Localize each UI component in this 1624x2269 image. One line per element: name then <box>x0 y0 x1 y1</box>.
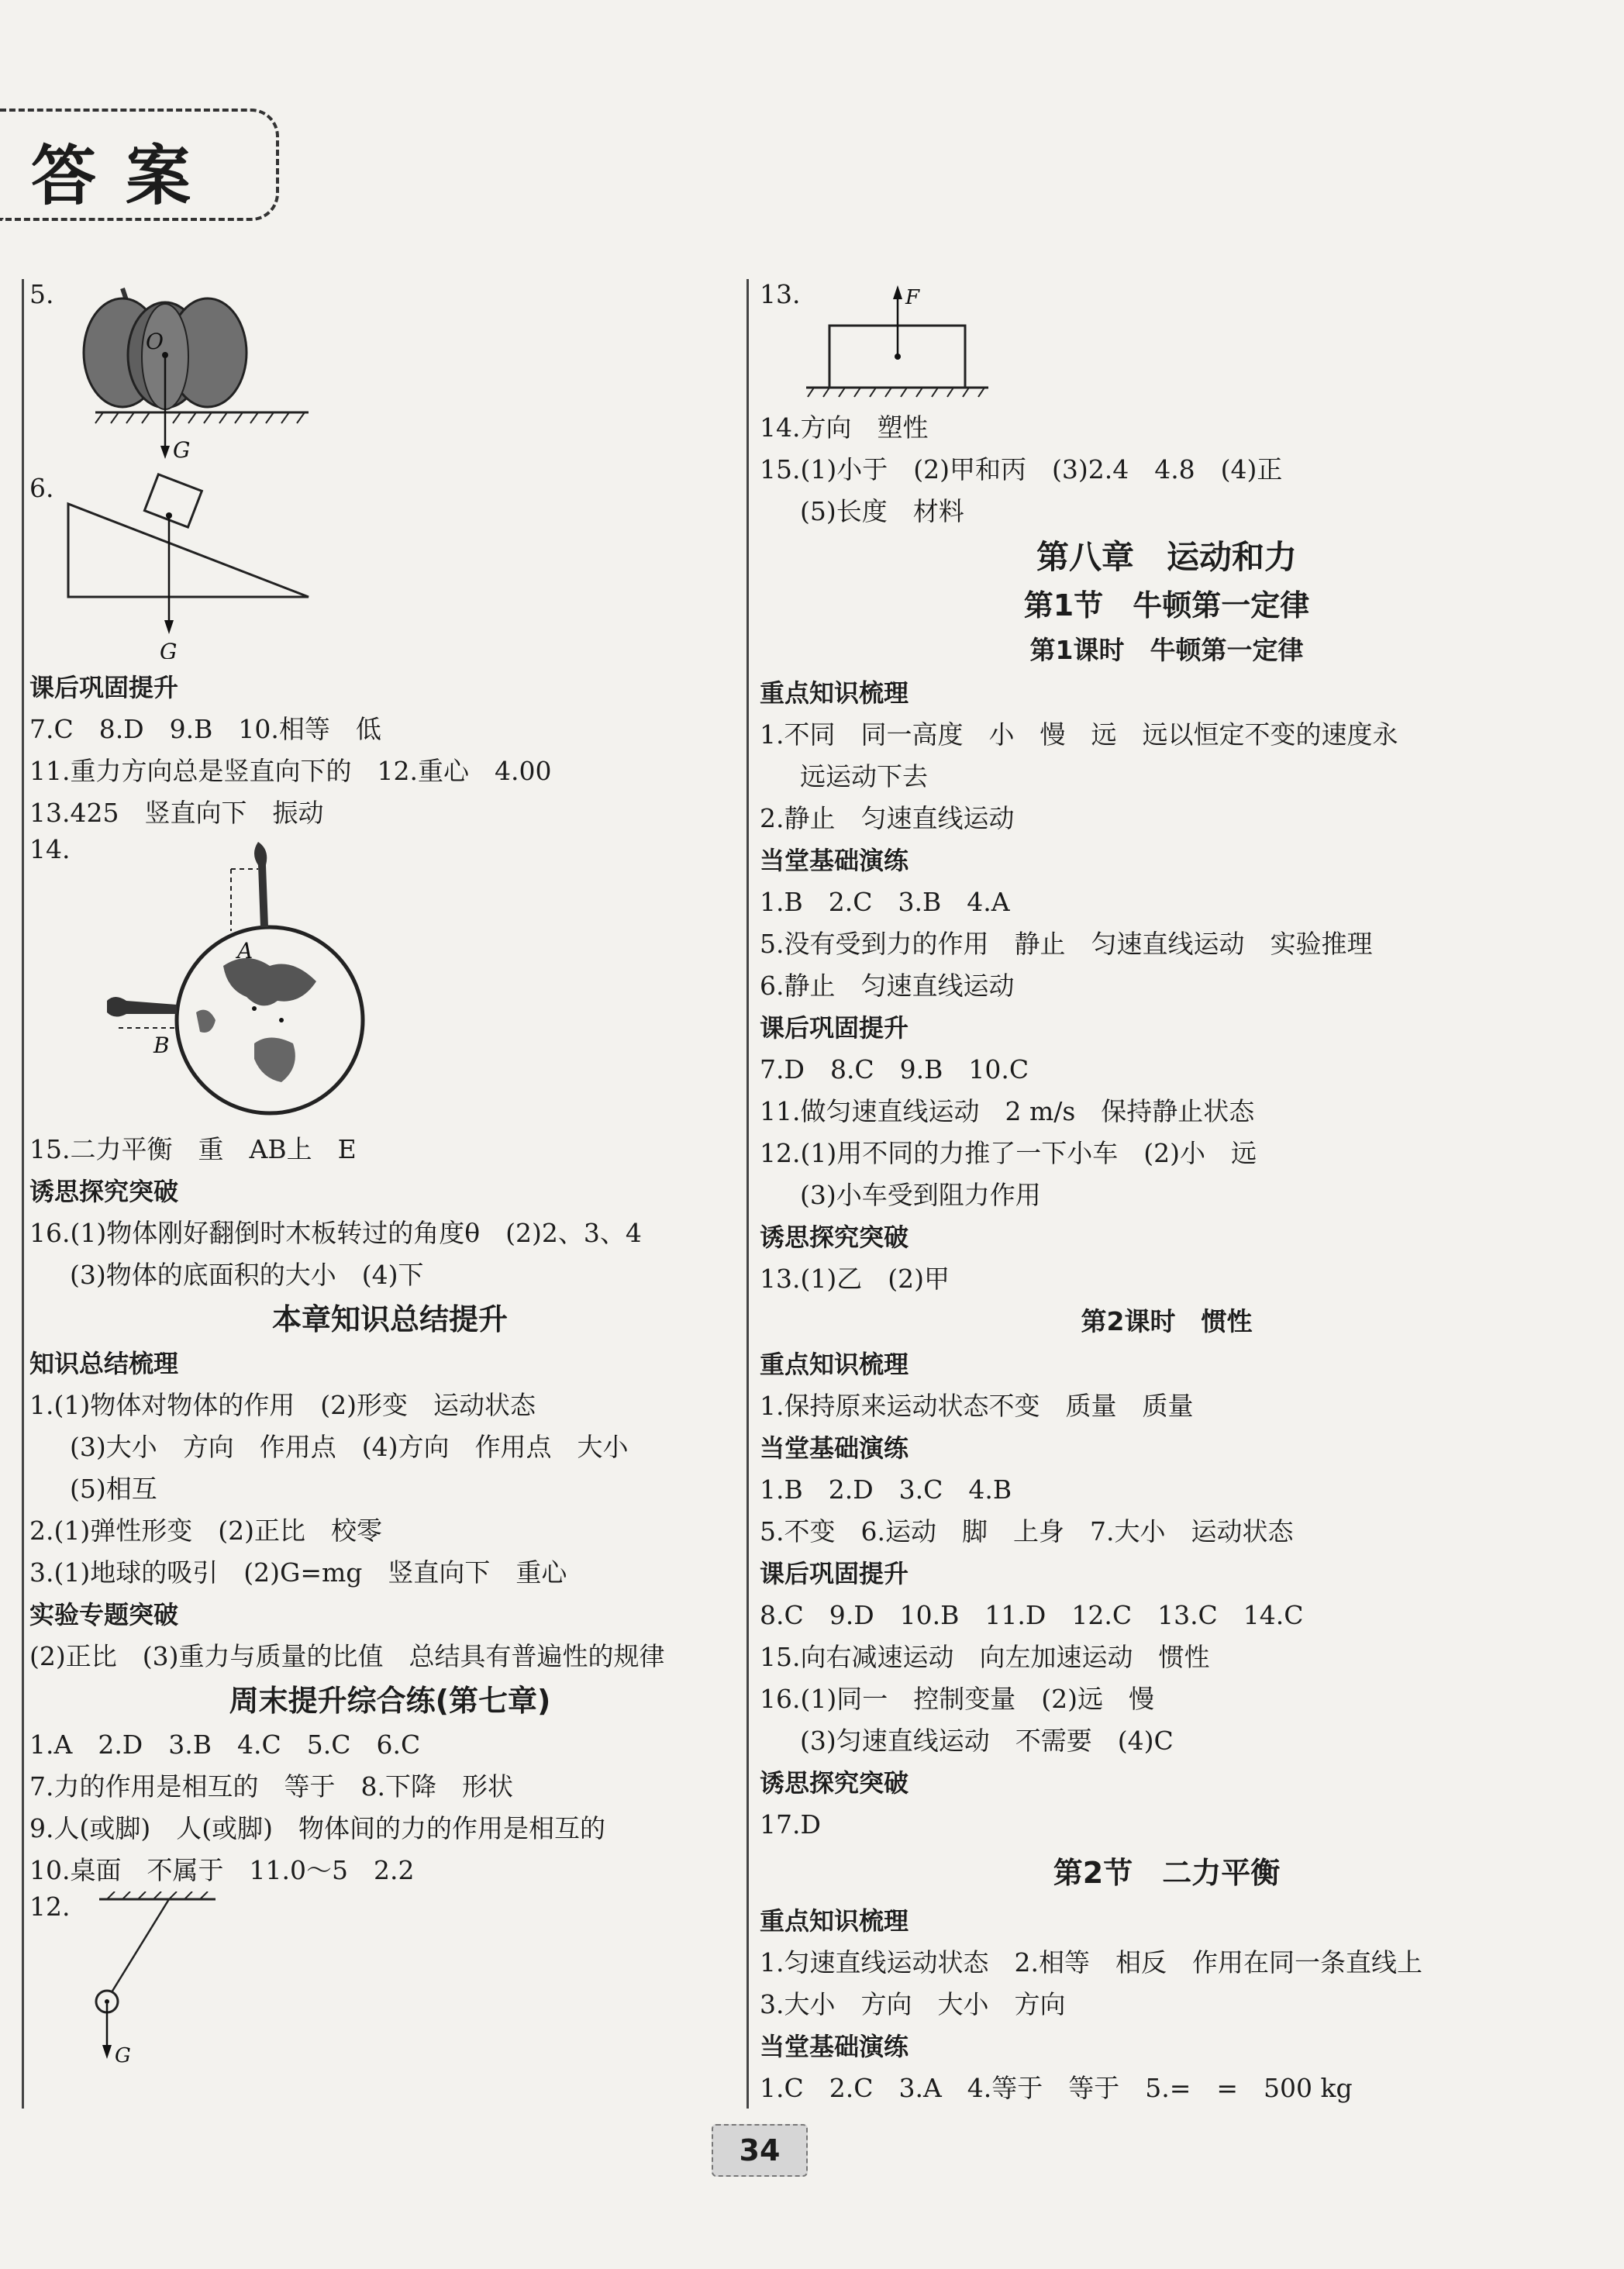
answer-line: 11.重力方向总是竖直向下的 12.重心 4.00 <box>29 756 552 786</box>
question-number: 5. <box>29 279 54 309</box>
right-column <box>760 279 1574 2109</box>
answer-line: 2.(1)弹性形变 (2)正比 校零 <box>29 1516 382 1546</box>
answer-line: 1.B 2.C 3.B 4.A <box>760 887 1010 917</box>
pendulum-gravity-diagram <box>60 1891 293 2070</box>
left-margin-rule <box>22 279 24 2109</box>
section-heading: 实验专题突破 <box>29 1600 179 1629</box>
answer-line: 5.不变 6.运动 脚 上身 7.大小 运动状态 <box>760 1516 1294 1547</box>
chapter-summary-heading: 本章知识总结提升 <box>271 1302 508 1336</box>
answer-line: 7.力的作用是相互的 等于 8.下降 形状 <box>29 1771 513 1802</box>
pumpkin-gravity-diagram <box>60 279 324 465</box>
globe-gravity-diagram <box>60 834 433 1121</box>
section-title: 第2节 二力平衡 <box>1053 1856 1281 1890</box>
answer-line: 5.没有受到力的作用 静止 匀速直线运动 实验推理 <box>760 929 1373 959</box>
svg-text:G: G <box>115 2044 131 2067</box>
answer-line: 15.二力平衡 重 AB上 E <box>29 1134 357 1164</box>
figure-14 <box>29 834 750 1129</box>
answer-line: (3)匀速直线运动 不需要 (4)C <box>800 1726 1174 1756</box>
answer-line: (2)正比 (3)重力与质量的比值 总结具有普遍性的规律 <box>29 1641 665 1671</box>
answer-line: (3)物体的底面积的大小 (4)下 <box>70 1260 424 1290</box>
svg-text:A: A <box>237 938 253 964</box>
answer-line: 13.425 竖直向下 振动 <box>29 798 324 828</box>
answer-line: 15.向右减速运动 向左加速运动 惯性 <box>760 1642 1210 1672</box>
chapter-heading: 第八章 运动和力 <box>1036 538 1297 576</box>
answer-line: 1.保持原来运动状态不变 质量 质量 <box>760 1391 1194 1421</box>
figure-6 <box>29 473 750 667</box>
section-heading: 诱思探究突破 <box>29 1177 179 1206</box>
page-title: 答案 <box>31 138 221 214</box>
answer-line: 1.匀速直线运动状态 2.相等 相反 作用在同一条直线上 <box>760 1947 1422 1978</box>
svg-text:G: G <box>173 437 191 463</box>
block-force-diagram <box>798 279 1031 403</box>
section-heading: 当堂基础演练 <box>760 846 909 875</box>
answer-line: 9.人(或脚) 人(或脚) 物体间的力的作用是相互的 <box>29 1813 605 1843</box>
section-heading: 课后巩固提升 <box>760 1559 909 1588</box>
answer-line: 3.大小 方向 大小 方向 <box>760 1989 1066 2019</box>
incline-gravity-diagram <box>60 473 324 659</box>
svg-text:O: O <box>146 329 164 354</box>
section-heading: 重点知识梳理 <box>760 678 909 708</box>
answer-line: 3.(1)地球的吸引 (2)G=mg 竖直向下 重心 <box>29 1557 567 1588</box>
answer-line: 16.(1)物体刚好翻倒时木板转过的角度θ (2)2、3、4 <box>29 1218 642 1248</box>
question-number: 13. <box>760 279 801 309</box>
section-heading: 诱思探究突破 <box>760 1222 909 1252</box>
answer-line: (3)小车受到阻力作用 <box>800 1180 1041 1210</box>
answer-line: 1.C 2.C 3.A 4.等于 等于 5.= = 500 kg <box>760 2073 1353 2103</box>
section-heading: 课后巩固提升 <box>29 673 179 702</box>
answer-line: (5)长度 材料 <box>800 496 964 526</box>
answer-line: 1.(1)物体对物体的作用 (2)形变 运动状态 <box>29 1390 536 1420</box>
answer-line: 8.C 9.D 10.B 11.D 12.C 13.C 14.C <box>760 1600 1304 1630</box>
section-heading: 重点知识梳理 <box>760 1906 909 1936</box>
answer-line: 6.静止 匀速直线运动 <box>760 971 1015 1001</box>
lesson-title: 第1课时 牛顿第一定律 <box>1029 635 1304 665</box>
figure-13 <box>760 279 1574 407</box>
answer-line: 13.(1)乙 (2)甲 <box>760 1264 950 1294</box>
lesson-title: 第2课时 惯性 <box>1081 1306 1253 1336</box>
svg-text:B: B <box>153 1033 170 1058</box>
answer-line: 15.(1)小于 (2)甲和丙 (3)2.4 4.8 (4)正 <box>760 454 1283 484</box>
answer-line: (3)大小 方向 作用点 (4)方向 作用点 大小 <box>70 1432 629 1462</box>
answer-line: 7.C 8.D 9.B 10.相等 低 <box>29 714 381 744</box>
section-heading: 当堂基础演练 <box>760 1433 909 1463</box>
answer-line: 10.桌面 不属于 11.0～5 2.2 <box>29 1855 415 1885</box>
page-number: 34 <box>712 2124 808 2177</box>
question-number: 14. <box>29 834 71 864</box>
section-heading: 知识总结梳理 <box>29 1349 179 1378</box>
question-number: 6. <box>29 473 54 503</box>
left-column <box>29 279 750 2070</box>
question-number: 12. <box>29 1891 71 1922</box>
answer-line: 17.D <box>760 1809 821 1840</box>
answer-line: 14.方向 塑性 <box>760 412 929 443</box>
figure-5 <box>29 279 750 473</box>
answer-line: 1.B 2.D 3.C 4.B <box>760 1474 1012 1505</box>
answer-line: 7.D 8.C 9.B 10.C <box>760 1054 1029 1084</box>
section-heading: 重点知识梳理 <box>760 1350 909 1379</box>
answer-line: 11.做匀速直线运动 2 m/s 保持静止状态 <box>760 1096 1255 1126</box>
answer-line: (5)相互 <box>70 1474 157 1504</box>
answer-line: 1.A 2.D 3.B 4.C 5.C 6.C <box>29 1729 421 1760</box>
answer-line: 12.(1)用不同的力推了一下小车 (2)小 远 <box>760 1138 1257 1168</box>
answer-line: 远运动下去 <box>800 761 928 791</box>
weekend-practice-heading: 周末提升综合练(第七章) <box>229 1684 551 1718</box>
answer-line: 16.(1)同一 控制变量 (2)远 慢 <box>760 1684 1154 1714</box>
answer-line: 2.静止 匀速直线运动 <box>760 803 1015 833</box>
svg-text:F: F <box>905 286 920 309</box>
section-title: 第1节 牛顿第一定律 <box>1023 588 1310 622</box>
svg-text:G: G <box>160 639 178 659</box>
section-heading: 诱思探究突破 <box>760 1768 909 1798</box>
section-heading: 课后巩固提升 <box>760 1013 909 1043</box>
answer-line: 1.不同 同一高度 小 慢 远 远以恒定不变的速度永 <box>760 719 1398 750</box>
figure-12 <box>29 1891 750 2070</box>
section-heading: 当堂基础演练 <box>760 2032 909 2061</box>
